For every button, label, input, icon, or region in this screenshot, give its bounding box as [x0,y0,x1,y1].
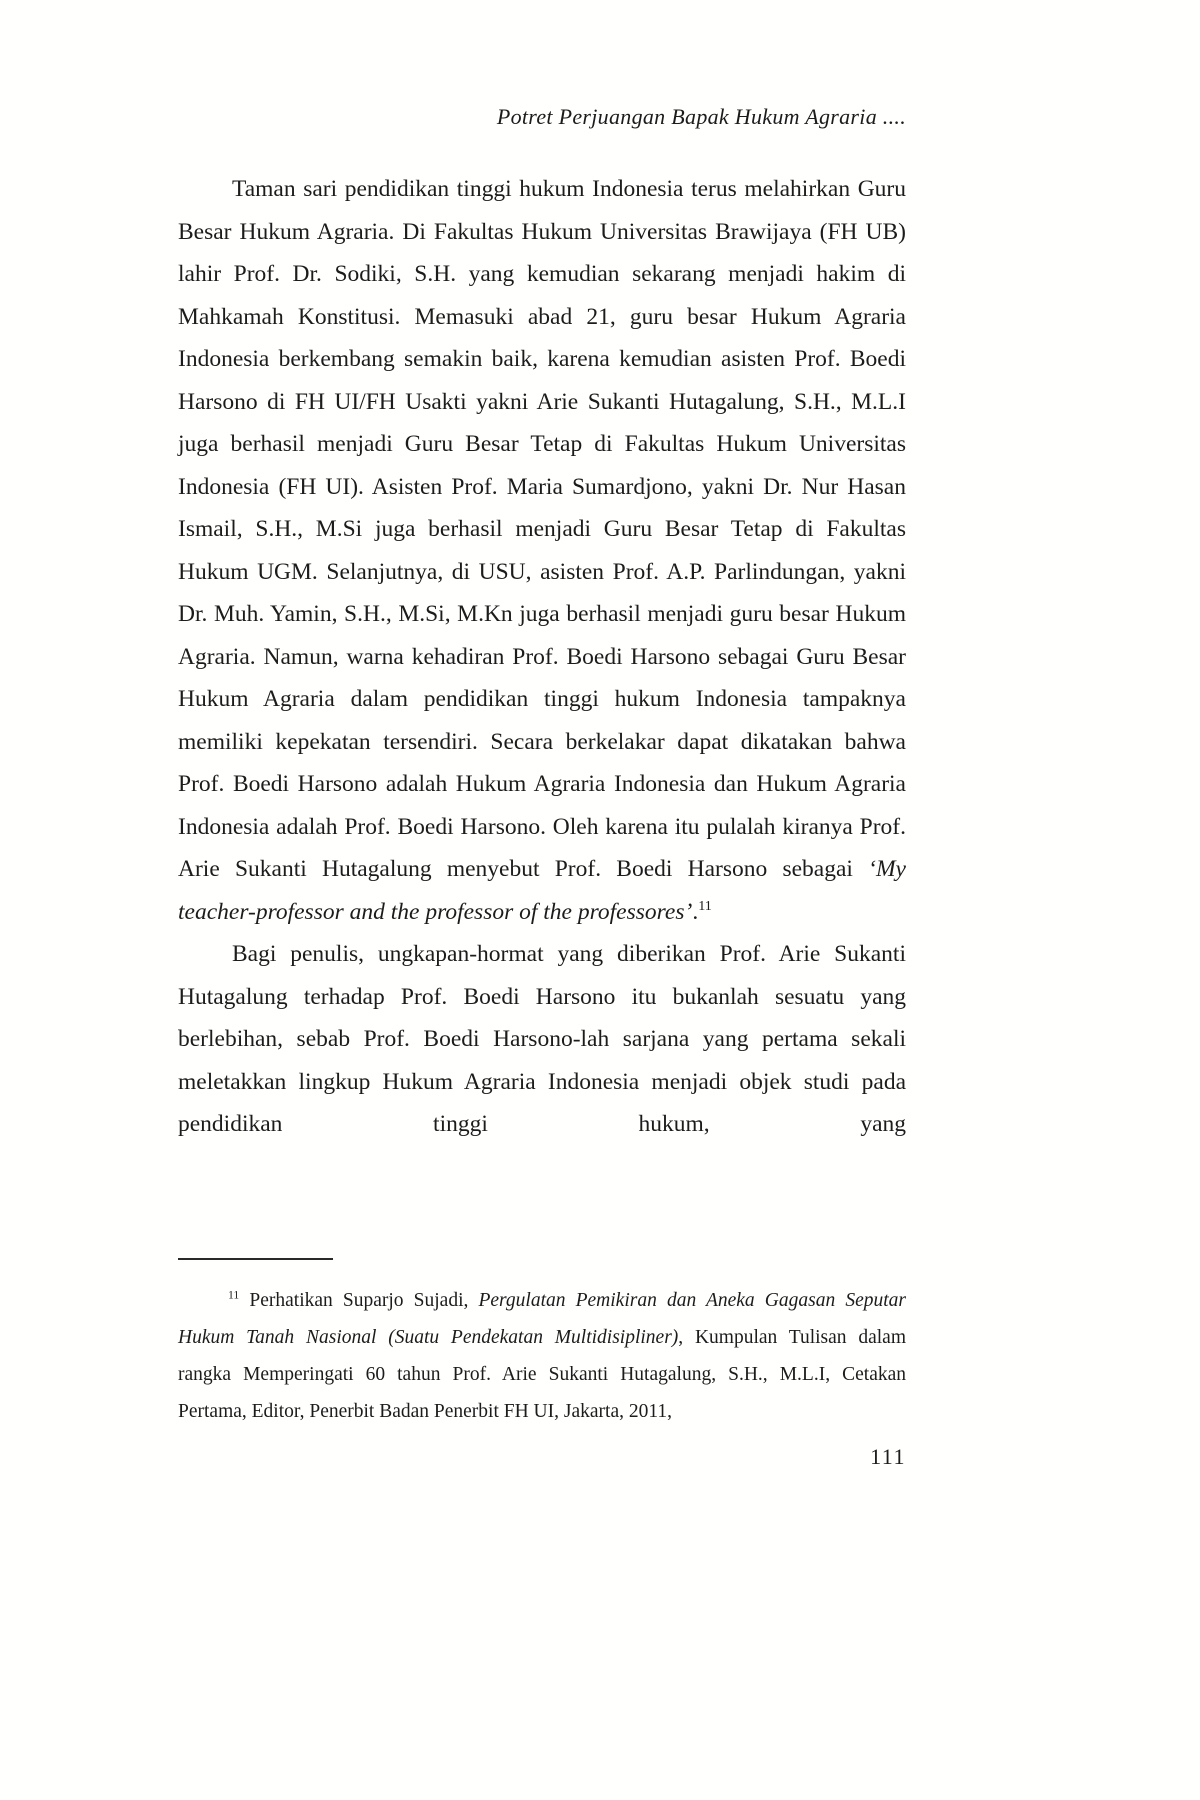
paragraph-1 [178,168,906,933]
footnote-reference-marker: 11 [698,897,712,914]
body-text [178,168,906,1146]
paragraph-2: Bagi penulis, ungkapan-hormat yang diberikan Prof. Arie Sukanti Hutagalung terhadap Prof. Boedi Harsono itu bukanlah sesuatu yang berlebihan, sebab Prof. Boedi Harsono-lah sarjana yang pertama sekali meletakkan lingkup Hukum Agraria Indonesia menjadi objek studi pada pendidikan tinggi hukum, yang [178,941,906,1137]
running-header: Potret Perjuangan Bapak Hukum Agraria .... [496,104,906,129]
footnote-11 [178,1282,906,1430]
footnote-lead-text: Perhatikan Suparjo Sujadi, [239,1290,479,1311]
paragraph-1-text: Taman sari pendidikan tinggi hukum Indonesia terus melahirkan Guru Besar Hukum Agraria. Di Fakultas Hukum Universitas Brawijaya (FH UB) lahir Prof. Dr. Sodiki, S.H. yang kemudian sekarang menjadi hakim di Mahkamah Konstitusi. Memasuki abad 21, guru besar Hukum Agraria Indonesia berkembang semakin baik, karena kemudian asisten Prof. Boedi Harsono di FH UI/FH Usakti yakni Arie Sukanti Hutagalung, S.H., M.L.I juga berhasil menjadi Guru Besar Tetap di Fakultas Hukum Universitas Indonesia (FH UI). Asisten Prof. Maria Sumardjono, yakni Dr. Nur Hasan Ismail, S.H., M.Si juga berhasil menjadi Guru Besar Tetap di Fakultas Hukum UGM. Selanjutnya, di USU, asisten Prof. A.P. Parlindungan, yakni Dr. Muh. Yamin, S.H., M.Si, M.Kn juga berhasil menjadi guru besar Hukum Agraria. Namun, warna kehadiran Prof. Boedi Harsono sebagai Guru Besar Hukum Agraria dalam pendidikan tinggi hukum Indonesia tampaknya memiliki kepekatan tersendiri. Secara berkelakar dapat dikatakan bahwa Prof. Boedi Harsono adalah Hukum Agraria Indonesia dan Hukum Agraria Indonesia adalah Prof. Boedi Harsono. Oleh karena itu pulalah kiranya Prof. Arie Sukanti Hutagalung menyebut Prof. Boedi Harsono sebagai [178,176,906,882]
footnote-tail-text: , Kumpulan Tulisan dalam rangka Memperingati 60 tahun Prof. Arie Sukanti Hutagalung, S.H., M.L.I, Cetakan Pertama, Editor, Penerbit Badan Penerbit FH UI, Jakarta, 2011, [178,1327,906,1422]
footnote-marker: 11 [228,1288,240,1302]
paragraph-1-period: . [692,898,699,925]
footnote-area [178,1282,906,1430]
paragraph-1-italic-quote: ‘My teacher-professor and the professor of the professores’ [178,856,906,925]
page-number: 111 [870,1444,906,1469]
footnote-separator-rule [178,1258,333,1260]
footnote-italic-title: Pergulatan Pemikiran dan Aneka Gagasan Seputar Hukum Tanah Nasional (Suatu Pendekatan Multidisipliner) [178,1290,906,1348]
